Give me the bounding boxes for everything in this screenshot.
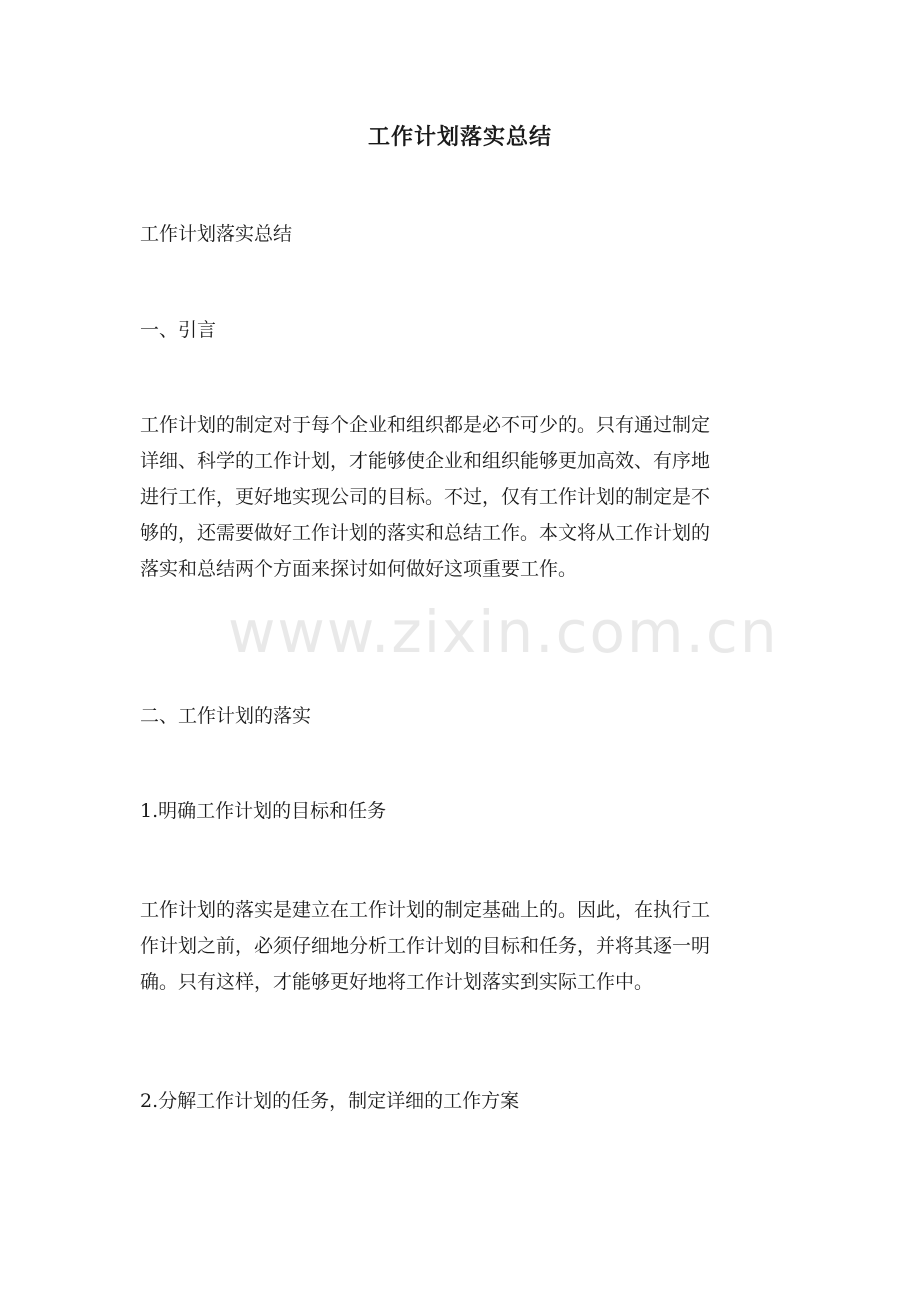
- paragraph-line: 工作计划的落实是建立在工作计划的制定基础上的。因此，在执行工: [140, 899, 711, 921]
- item-heading-2: 2.分解工作计划的任务，制定详细的工作方案: [140, 1090, 520, 1112]
- paragraph-line: 详细、科学的工作计划，才能够使企业和组织能够更加高效、有序地: [140, 450, 711, 472]
- paragraph-line: 确。只有这样，才能够更好地将工作计划落实到实际工作中。: [140, 971, 654, 993]
- document-title: 工作计划落实总结: [367, 124, 552, 150]
- paragraph-line: 作计划之前，必须仔细地分析工作计划的目标和任务，并将其逐一明: [140, 935, 711, 957]
- document-subtitle: 工作计划落实总结: [140, 223, 293, 245]
- section-heading-implementation: 二、工作计划的落实: [140, 705, 312, 727]
- paragraph-line: 工作计划的制定对于每个企业和组织都是必不可少的。只有通过制定: [140, 414, 711, 436]
- paragraph-line: 落实和总结两个方面来探讨如何做好这项重要工作。: [140, 558, 578, 580]
- item-heading-1: 1.明确工作计划的目标和任务: [140, 800, 387, 822]
- paragraph-line: 进行工作，更好地实现公司的目标。不过，仅有工作计划的制定是不: [140, 486, 711, 508]
- section-heading-introduction: 一、引言: [140, 319, 217, 341]
- paragraph-line: 够的，还需要做好工作计划的落实和总结工作。本文将从工作计划的: [140, 522, 711, 544]
- intro-paragraph: [140, 407, 790, 587]
- item1-paragraph: [140, 892, 790, 1000]
- watermark: www.zixin.com.cn: [228, 598, 779, 666]
